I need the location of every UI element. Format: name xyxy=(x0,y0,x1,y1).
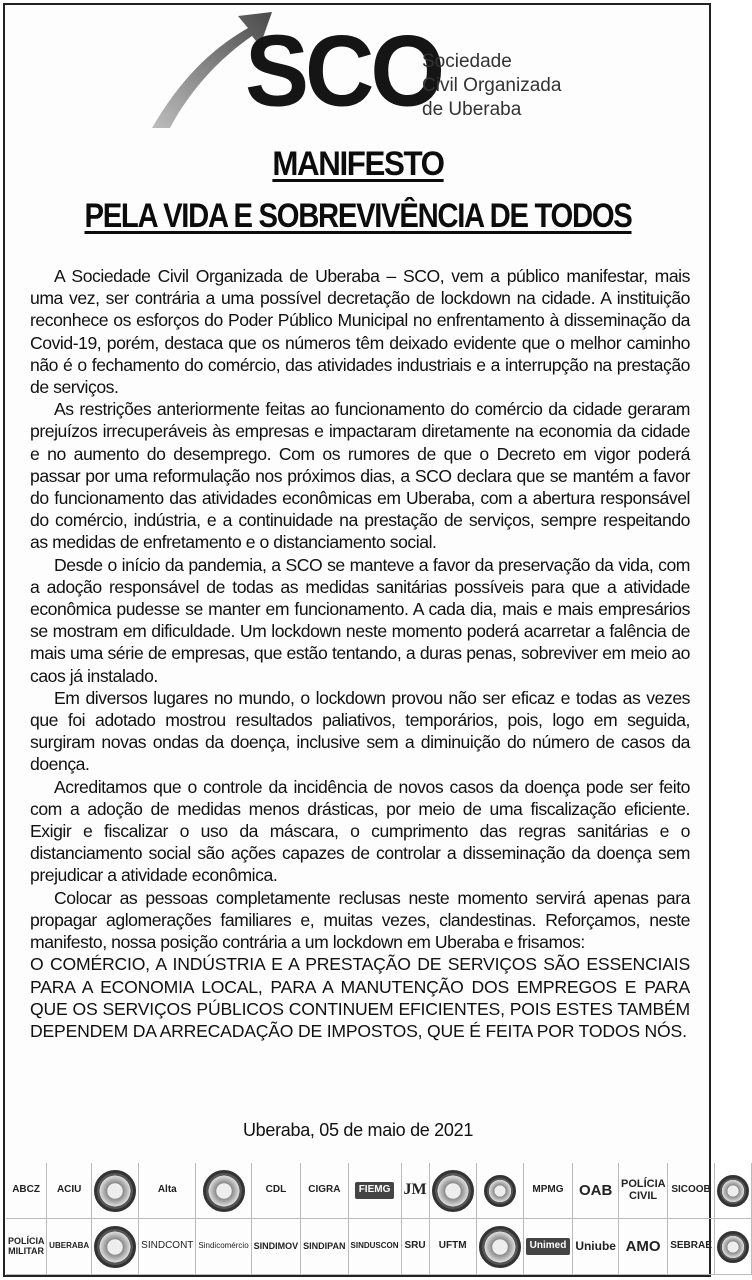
sponsor-logo: Uniube xyxy=(573,1219,619,1275)
sponsor-logo: UBERABA xyxy=(47,1219,92,1275)
sponsor-logo: SEBRAE xyxy=(668,1219,715,1275)
sponsor-logo: OAB xyxy=(573,1163,619,1219)
sponsor-logo: UFTM xyxy=(430,1219,477,1275)
sponsor-seal-icon xyxy=(715,1163,752,1219)
paragraph: As restrições anteriormente feitas ao funcionamento do comércio da cidade geraram prejuízos irrecuperáveis às empresas e impactaram diretamente na economia da cidade e no aumento do desemprego. Com os rumores de que o Decreto em vigor poderá passar por uma reformulação nos próximos dias, a SCO declara que se mantém a favor do funcionamento das atividades econômicas em Uberaba, com a abertura responsável do comércio, indústria, e a continuidade na prestação de serviços, sempre respeitando as medidas de enfretamento e o distanciamento social. xyxy=(30,399,690,553)
paragraph: Colocar as pessoas completamente reclusas neste momento servirá apenas para propagar aglomerações familiares e, muitas vezes, clandestinas. Reforçamos, neste manifesto, nossa posição contrária a um lockdown em Uberaba e frisamos: xyxy=(30,887,690,953)
paragraph: Acreditamos que o controle da incidência de novos casos da doença pode ser feito com a adoção de medidas menos drásticas, por meio de uma fiscalização eficiente. Exigir e fiscalizar o uso da máscara, o cumprimento das regras sanitárias e o distanciamento social são ações capazes de controlar a disseminação da doença sem prejudicar a atividade econômica. xyxy=(30,776,690,886)
sponsor-seal-icon xyxy=(477,1163,524,1219)
sponsor-logo: CDL xyxy=(252,1163,302,1219)
paragraph: A Sociedade Civil Organizada de Uberaba – SCO, vem a público manifestar, mais uma vez, ser contrária a uma possível decretação de lockdown na cidade. A instituição reconhece os esforços do Poder Público Municipal no enfrentamento à disseminação da Covid-19, porém, destaca que os números têm deixado evidente que o melhor caminho não é o fechamento do comércio, das atividades industriais e a interrupção na prestação de serviços. xyxy=(30,266,690,398)
sponsor-logo: SINDCONT xyxy=(139,1219,196,1275)
sponsor-logo: Sindicomércio xyxy=(196,1219,251,1275)
sponsor-logo: SRU xyxy=(402,1219,430,1275)
sponsor-logo: FIEMG xyxy=(349,1163,402,1219)
sponsor-logo: SICOOB xyxy=(668,1163,715,1219)
sponsor-logo: SINDIMOV xyxy=(252,1219,302,1275)
sponsor-logo: SINDIPAN xyxy=(301,1219,348,1275)
logo-subtitle: Sociedade Civil Organizada de Uberaba xyxy=(422,51,562,120)
title-subheading: PELA VIDA E SOBREVIVÊNCIA DE TODOS xyxy=(84,197,632,235)
paragraph: Desde o início da pandemia, a SCO se manteve a favor da preservação da vida, com a adoção responsável de todas as medidas sanitárias possíveis para que a atividade econômica pudesse se manter em funcionamento. A cada dia, mais e mais empresários se mostram em dificuldade. Um lockdown neste momento poderá acarretar a falência de mais uma série de empresas, que estão tentando, a duras penas, sobreviver em meio ao caos já instalado. xyxy=(30,554,690,686)
sponsor-seal-icon xyxy=(196,1163,251,1219)
sponsor-logo: POLÍCIA MILITAR xyxy=(6,1219,47,1275)
logo-wordmark: SCO xyxy=(245,15,442,128)
sponsor-logo: JM xyxy=(402,1163,430,1219)
closing-statement: O COMÉRCIO, A INDÚSTRIA E A PRESTAÇÃO DE SERVIÇOS SÃO ESSENCIAIS PARA A ECONOMIA LOCAL, PARA A MANUTENÇÃO DOS EMPREGOS E PARA QUE OS SERVIÇOS PÚBLICOS CONTINUEM EFICIENTES, POIS ESTES TAMBÉM DEPENDEM DA ARRECADAÇÃO DE IMPOSTOS, QUE É FEITA POR TODOS NÓS. xyxy=(30,954,690,1041)
sco-logo xyxy=(150,10,590,140)
sponsor-logo: POLÍCIA CIVIL xyxy=(619,1163,668,1219)
sponsor-seal-icon xyxy=(430,1163,477,1219)
sponsor-logo: MPMG xyxy=(524,1163,574,1219)
sponsor-logo: ACIU xyxy=(47,1163,92,1219)
paragraph: Em diversos lugares no mundo, o lockdown provou não ser eficaz e todas as vezes que foi adotado mostrou resultados paliativos, temporários, pois, logo em seguida, surgiram novas ondas da doença, inclusive sem a diminuição do número de casos da doença. xyxy=(30,687,690,775)
sponsor-logo: AMO xyxy=(619,1219,668,1275)
manifesto-body xyxy=(30,265,690,1042)
sponsor-logos-grid xyxy=(6,1163,710,1275)
sponsor-logo: CIGRA xyxy=(301,1163,348,1219)
sponsor-seal-icon xyxy=(477,1219,524,1275)
title-manifesto: MANIFESTO xyxy=(272,145,444,183)
sponsor-seal-icon xyxy=(92,1163,139,1219)
sponsor-logo: SINDUSCON xyxy=(349,1219,402,1275)
sponsor-logo: Alta xyxy=(139,1163,196,1219)
sponsor-logo: ABCZ xyxy=(6,1163,47,1219)
sponsor-logo: Unimed xyxy=(524,1219,574,1275)
sponsor-seal-icon xyxy=(92,1219,139,1275)
sponsor-seal-icon xyxy=(715,1219,752,1275)
date-line: Uberaba, 05 de maio de 2021 xyxy=(242,1120,474,1140)
